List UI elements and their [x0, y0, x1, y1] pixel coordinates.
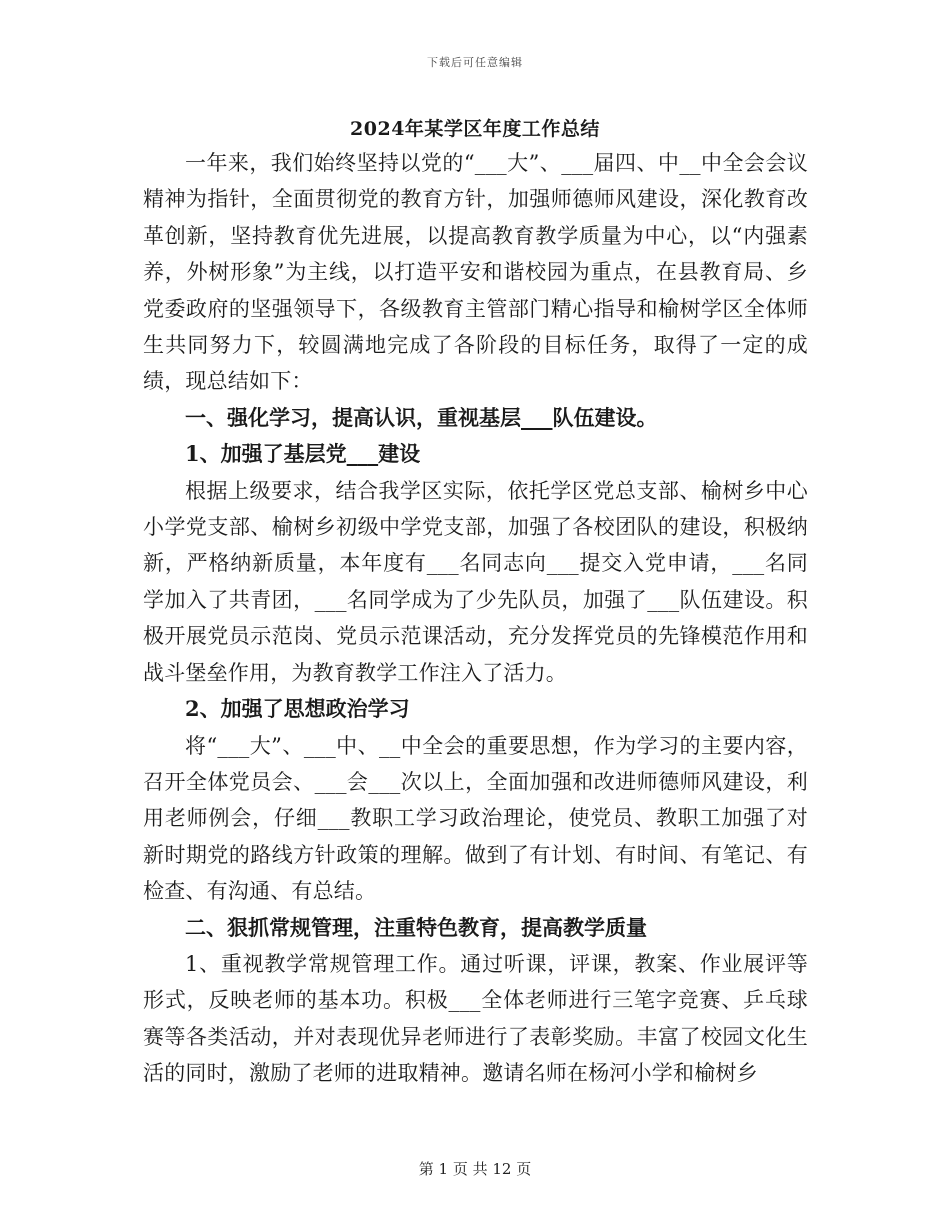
document-title: 2024年某学区年度工作总结: [350, 118, 600, 140]
subsection-heading-1-2: 2、加强了思想政治学习: [185, 696, 410, 722]
body-paragraph-1-2: 将“___大”、___中、__中全会的重要思想，作为学习的主要内容，召开全体党员会、___会___次以上，全面加强和改进师德师风建设，利用老师例会，仔细___教职工学习政治理论，使党员、教职工加强了对新时期党的路线方针政策的理解。做到了有计划、有时间、有笔记、有检查、有沟通、有总结。: [143, 733, 808, 904]
header-note: 下载后可任意编辑: [427, 56, 523, 69]
section-heading-1: 一、强化学习，提高认识，重视基层___队伍建设。: [185, 404, 658, 430]
section-heading-2: 二、狠抓常规管理，注重特色教育，提高教学质量: [185, 914, 647, 940]
page-footer: 第 1 页 共 12 页: [418, 1160, 532, 1178]
subsection-heading-1-1: 1、加强了基层党___建设: [185, 441, 421, 467]
body-paragraph-2-1: 1、重视教学常规管理工作。通过听课，评课，教案、作业展评等形式，反映老师的基本功。积极___全体老师进行三笔字竞赛、乒乓球赛等各类活动，并对表现优异老师进行了表彰奖励。丰富了校园文化生活的同时，激励了老师的进取精神。邀请名师在杨河小学和榆树乡: [143, 951, 808, 1086]
document-body: [143, 145, 808, 1092]
body-paragraph-1-1: 根据上级要求，结合我学区实际，依托学区党总支部、榆树乡中心小学党支部、榆树乡初级中学党支部，加强了各校团队的建设，积极纳新，严格纳新质量，本年度有___名同志向___提交入党申请，___名同学加入了共青团，___名同学成为了少先队员，加强了___队伍建设。积极开展党员示范岗、党员示范课活动，充分发挥党员的先锋模范作用和战斗堡垒作用，为教育教学工作注入了活力。: [143, 478, 808, 685]
intro-paragraph: 一年来，我们始终坚持以党的“___大”、___届四、中__中全会会议精神为指针，全面贯彻党的教育方针，加强师德师风建设，深化教育改革创新，坚持教育优先进展，以提高教育教学质量为中心，以“内强素养，外树形象”为主线，以打造平安和谐校园为重点，在县教育局、乡党委政府的坚强领导下，各级教育主管部门精心指导和榆树学区全体师生共同努力下，较圆满地完成了各阶段的目标任务，取得了一定的成绩，现总结如下：: [143, 151, 808, 394]
